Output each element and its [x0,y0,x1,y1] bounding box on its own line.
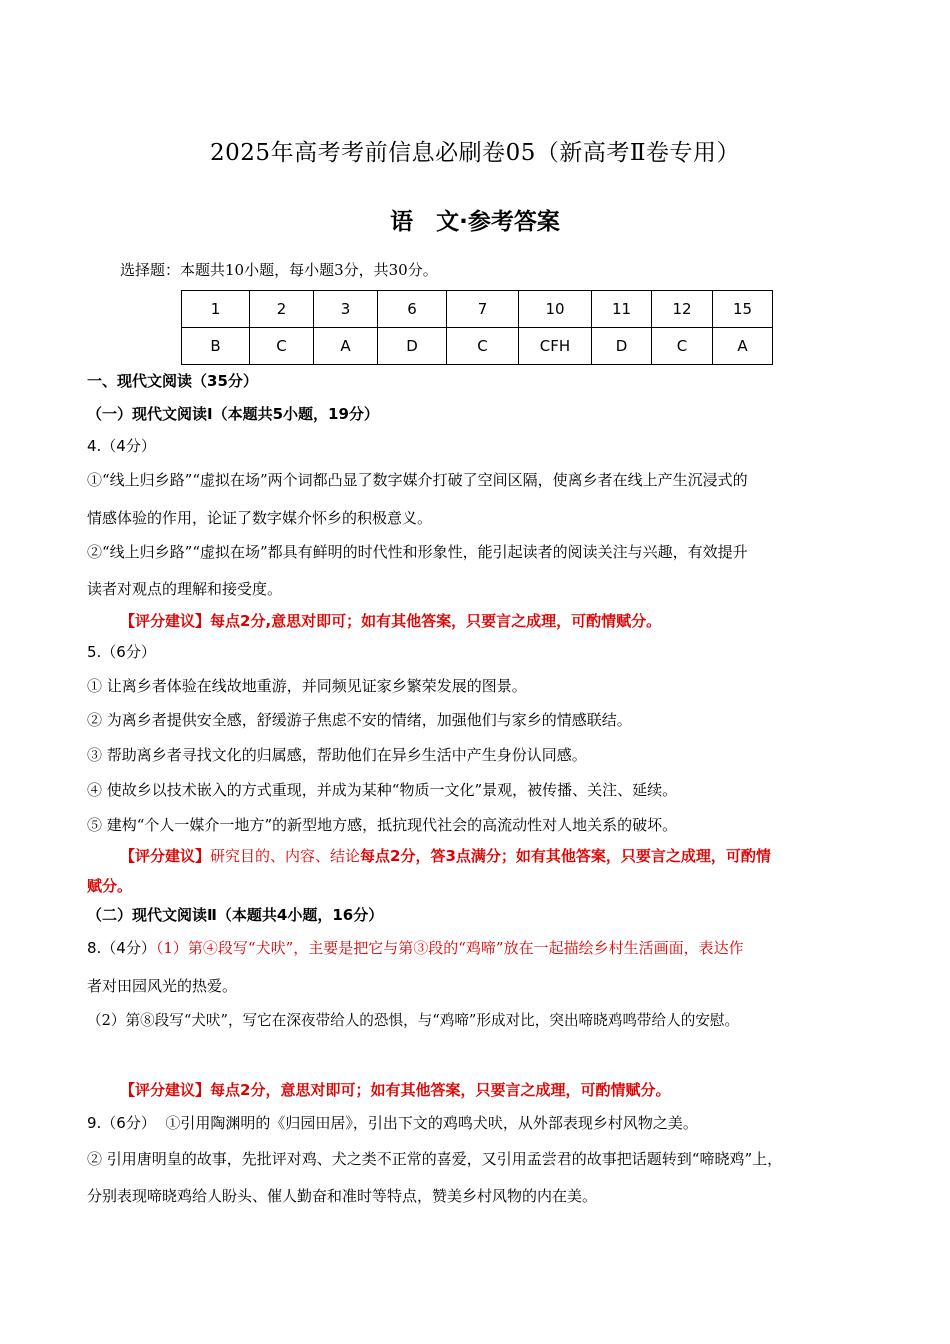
answer-table-answer-row [182,328,773,365]
answer-text: （2）第⑧段写“犬吠”，写它在深夜带给人的恐惧，与“鸡啼”形成对比，突出啼晓鸡鸣带给人的安慰。 [87,1012,740,1029]
answer-part: ①引用陶渊明的《归园田居》，引出下文的鸡鸣犬吠，从外部表现乡村风物之美。 [165,1114,698,1132]
answer-part: （1）第④段写“犬吠”，主要是把它与第③段的“鸡啼”放在一起描绘乡村生活画面，表达作 [155,939,744,957]
answer-text: ①“线上归乡路”“虚拟在场”两个词都凸显了数字媒介打破了空间区隔，使离乡者在线上产生沉浸式的 [87,471,748,489]
answer-text [87,937,744,958]
answer-text: ③ 帮助离乡者寻找文化的归属感，帮助他们在异乡生活中产生身份认同感。 [87,746,587,764]
table-cell: C [250,328,314,365]
table-cell: 1 [182,291,250,328]
table-cell: D [378,328,447,365]
rubric-bracket: 【评分建议】 [120,847,211,865]
table-cell: C [652,328,713,365]
question-label: 8.（4分） [87,939,156,957]
question-label: 5.（6分） [87,643,156,661]
answer-text: ② 引用唐明皇的故事，先批评对鸡、犬之类不正常的喜爱，又引用孟尝君的故事把话题转到“啼晓鸡”上， [87,1150,783,1168]
table-cell: 2 [250,291,314,328]
part-heading: （二）现代文阅读Ⅱ（本题共4小题，16分） [87,906,384,924]
answer-text: ① 让离乡者体验在线故地重游，并同频见证家乡繁荣发展的图景。 [87,677,527,695]
table-cell: 11 [592,291,652,328]
scoring-rubric [120,845,771,866]
table-cell: 3 [314,291,378,328]
answer-text: ②“线上归乡路”“虚拟在场”都具有鲜明的时代性和形象性，能引起读者的阅读关注与兴趣，有效提升 [87,543,748,561]
table-cell: 7 [447,291,519,328]
answer-text: 者对田园风光的热爱。 [87,977,238,995]
rubric-normal-text: 研究目的、内容、结论 [210,847,361,865]
section-heading: 一、现代文阅读（35分） [87,372,258,390]
table-cell: A [314,328,378,365]
answer-text: ⑤ 建构“个人一媒介一地方”的新型地方感，抵抗现代社会的高流动性对人地关系的破坏。 [87,816,678,834]
part-heading: （一）现代文阅读Ⅰ（本题共5小题，19分） [87,405,379,423]
answer-text: 读者对观点的理解和接受度。 [87,580,283,598]
table-cell: 10 [519,291,592,328]
table-cell: C [447,328,519,365]
scoring-rubric: 【评分建议】每点2分,意思对即可；如有其他答案，只要言之成理，可酌情赋分。 [120,612,662,630]
answer-text: ② 为离乡者提供安全感，舒缓游子焦虑不安的情绪，加强他们与家乡的情感联结。 [87,711,632,729]
answer-text [87,1112,698,1133]
scoring-rubric-continuation: 赋分。 [87,877,133,895]
rubric-text: 每点2分，答3点满分；如有其他答案，只要言之成理，可酌情 [360,847,771,865]
table-cell: 12 [652,291,713,328]
table-cell: CFH [519,328,592,365]
document-subtitle: 语 文·参考答案 [390,209,560,235]
choice-intro: 选择题：本题共10小题，每小题3分，共30分。 [120,261,438,279]
table-cell: A [713,328,773,365]
table-cell: 6 [378,291,447,328]
scoring-rubric: 【评分建议】每点2分，意思对即可；如有其他答案，只要言之成理，可酌情赋分。 [120,1081,671,1099]
question-label: 4.（4分） [87,437,156,455]
table-cell: B [182,328,250,365]
table-cell: 15 [713,291,773,328]
answer-text: 情感体验的作用，论证了数字媒介怀乡的积极意义。 [87,509,433,527]
answer-table [181,290,773,365]
document-title: 2025年高考考前信息必刷卷05（新高考Ⅱ卷专用） [210,140,740,166]
answer-text: ④ 使故乡以技术嵌入的方式重现，并成为某种“物质一文化”景观，被传播、关注、延续。 [87,781,678,799]
answer-text: 分别表现啼晓鸡给人盼头、催人勤奋和准时等特点，赞美乡村风物的内在美。 [87,1187,598,1205]
answer-table-question-row [182,291,773,328]
question-label: 9.（6分） [87,1114,156,1132]
table-cell: D [592,328,652,365]
